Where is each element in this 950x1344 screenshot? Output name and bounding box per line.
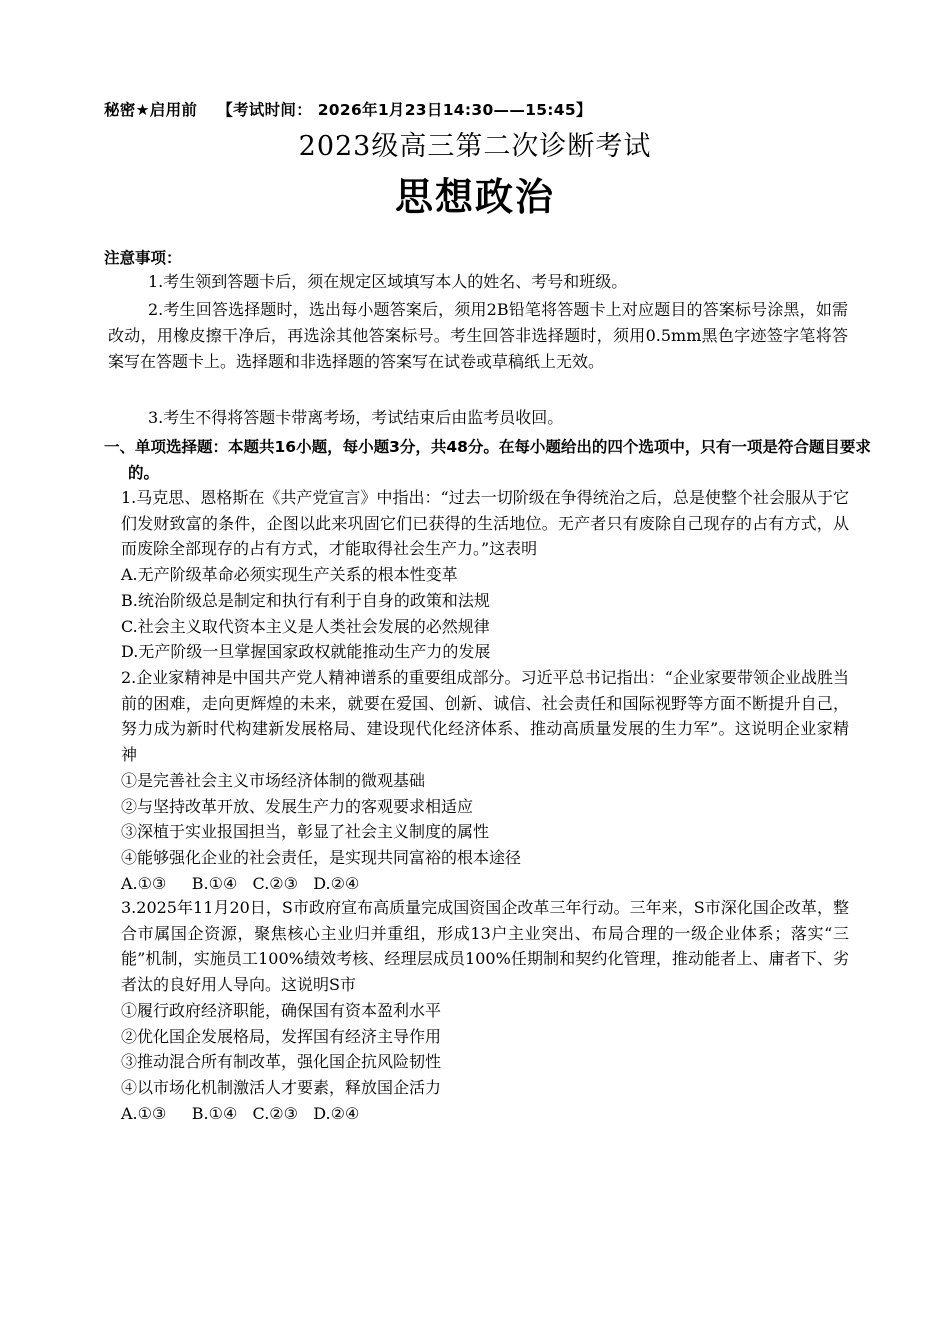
statement-3: ③推动混合所有制改革，强化国企抗风险韧性 (121, 1052, 442, 1072)
option-c: C.社会主义取代资本主义是人类社会发展的必然规律 (121, 616, 490, 636)
question-3 (121, 895, 849, 1126)
confidential-label: 秘密★启用前 (104, 101, 198, 119)
statement-2: ②优化国企发展格局，发挥国有经济主导作用 (121, 1026, 442, 1046)
note-item-2: 2.考生回答选择题时，选出每小题答案后，须用2B铅笔将答题卡上对应题目的答案标号涂黑，如需改动，用橡皮擦干净后，再选涂其他答案标号。考生回答非选择题时，须用0.5mm黑色字迹签字笔将答案写在答题卡上。选择题和非选择题的答案写在试卷或草稿纸上无效。 (108, 300, 848, 371)
statement-1: ①是完善社会主义市场经济体制的微观基础 (121, 770, 426, 790)
exam-time: 【考试时间： 2026年1月23日14:30——15:45】 (217, 101, 592, 119)
header-line (104, 98, 592, 120)
option-b: B.统治阶级总是制定和执行有利于自身的政策和法规 (121, 590, 490, 610)
answer-options: A.①③ B.①④ C.②③ D.②④ (121, 1103, 360, 1123)
question-stem: 1.马克思、恩格斯在《共产党宣言》中指出：“过去一切阶级在争得统治之后，总是使整个社会服从于它们发财致富的条件，企图以此来巩固它们已获得的生活地位。无产者只有废除自己现存的占有方式，从而废除全部现存的占有方式，才能取得社会生产力。”这表明 (121, 488, 849, 559)
question-2 (121, 665, 849, 896)
notes-heading: 注意事项： (104, 249, 182, 267)
note-item-1: 1.考生领到答题卡后，须在规定区域填写本人的姓名、考号和班级。 (148, 272, 628, 291)
question-1 (121, 485, 849, 665)
exam-title: 2023级高三第二次诊断考试 (298, 131, 652, 162)
statement-4: ④以市场化机制激活人才要素，释放国企活力 (121, 1077, 442, 1097)
statement-4: ④能够强化企业的社会责任，是实现共同富裕的根本途径 (121, 847, 522, 867)
subject-title: 思想政治 (394, 175, 555, 219)
note-item-3: 3.考生不得将答题卡带离考场，考试结束后由监考员收回。 (148, 408, 564, 427)
statement-1: ①履行政府经济职能，确保国有资本盈利水平 (121, 1000, 442, 1020)
option-a: A.无产阶级革命必须实现生产关系的根本性变革 (121, 565, 458, 585)
question-stem: 3.2025年11月20日，S市政府宣布高质量完成国资国企改革三年行动。三年来，S市深化国企改革，整合市属国企资源，聚焦核心主业归并重组，形成13户主业突出、布局合理的一级企业体系；落实“三能”机制，实施员工100%绩效考核、经理层成员100%任期制和契约化管理，推动能者上、庸者下、劣者汰的良好用人导向。这说明S市 (121, 898, 849, 995)
section-1-heading: 一、单项选择题：本题共16小题，每小题3分，共48分。在每小题给出的四个选项中，只有一项是符合题目要求的。 (104, 438, 871, 482)
statement-3: ③深植于实业报国担当，彰显了社会主义制度的属性 (121, 822, 490, 842)
option-d: D.无产阶级一旦掌握国家政权就能推动生产力的发展 (121, 642, 491, 662)
answer-options: A.①③ B.①④ C.②③ D.②④ (121, 873, 360, 893)
statement-2: ②与坚持改革开放、发展生产力的客观要求相适应 (121, 796, 474, 816)
question-stem: 2.企业家精神是中国共产党人精神谱系的重要组成部分。习近平总书记指出：“企业家要带领企业战胜当前的困难，走向更辉煌的未来，就要在爱国、创新、诚信、社会责任和国际视野等方面不断提升自己，努力成为新时代构建新发展格局、建设现代化经济体系、推动高质量发展的生力军”。这说明企业家精神 (121, 668, 849, 765)
